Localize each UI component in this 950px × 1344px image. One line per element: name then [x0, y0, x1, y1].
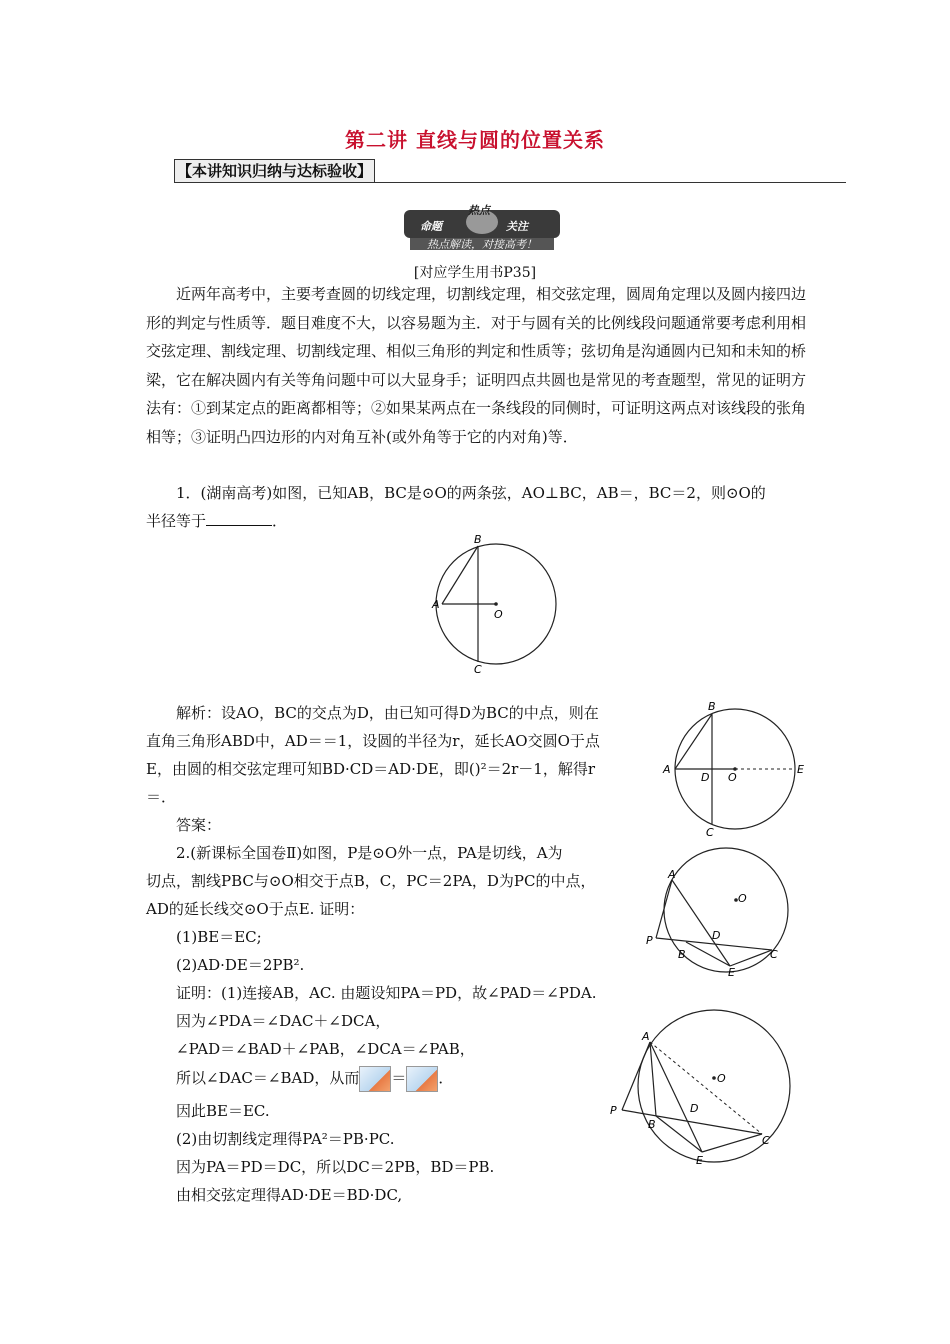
figure-sol1	[660, 698, 810, 838]
fig2-label-a: A	[663, 763, 671, 776]
q2-sub1: (1)BE＝EC;	[176, 928, 262, 946]
q1-line2	[146, 510, 287, 531]
banner-sub: 热点解读，对接高考！	[427, 238, 537, 251]
fig4-label-b: B	[648, 1118, 656, 1131]
proof-line4	[176, 1066, 453, 1092]
fig3-label-b: B	[678, 948, 686, 961]
fig4-label-e: E	[696, 1154, 703, 1167]
proof-line3: ∠PAD＝∠BAD＋∠PAB，∠DCA＝∠PAB，	[176, 1040, 475, 1058]
figure-q1	[420, 532, 570, 674]
banner-main-left: 命题	[420, 220, 442, 233]
sol1-line1: 解析：设AO，BC的交点为D，由已知可得D为BC的中点，则在	[176, 704, 599, 722]
header-rule	[174, 182, 846, 183]
proof-line2: 因为∠PDA＝∠DAC＋∠DCA，	[176, 1012, 391, 1030]
proof-line6: (2)由切割线定理得PA²＝PB·PC.	[176, 1130, 395, 1148]
answer-blank	[206, 511, 272, 526]
section-tag: 【本讲知识归纳与达标验收】	[174, 159, 375, 183]
fig3-label-o: O	[738, 892, 747, 905]
q2-line1: 2.(新课标全国卷Ⅱ)如图，P是⊙O外一点，PA是切线，A为	[176, 844, 563, 862]
sol1-line4: ＝．	[146, 788, 177, 806]
fig4-label-a: A	[642, 1030, 650, 1043]
sol1-line2: 直角三角形ABD中，AD＝＝1，设圆的半径为r，延长AO交圆O于点	[146, 732, 600, 750]
fig4-segment-ec	[702, 1134, 762, 1152]
proof-line4-end: ．	[438, 1069, 454, 1087]
fig3-label-d: D	[712, 929, 721, 942]
fig1-label-b: B	[474, 533, 482, 546]
proof-line7: 因为PA＝PD＝DC，所以DC＝2PB，BD＝PB.	[176, 1158, 495, 1176]
banner-main-right: 关注	[506, 220, 528, 233]
fig1-chord-ab	[442, 546, 478, 604]
intro-text: 近两年高考中，主要考查圆的切线定理，切割线定理，相交弦定理，圆周角定理以及圆内接四边形的判定与性质等．题目难度不大，以容易题为主．对于与圆有关的比例线段问题通常要考虑利用相交弦定理、割线定理、切割线定理、相似三角形的判定和性质等；弦切角是沟通圆内已知和未知的桥梁，它在解决圆内有关等角问题中可以大显身手；证明四点共圆也是常见的考查题型，常见的证明方法有：①到某定点的距离都相等；②如果某两点在一条线段的同侧时，可证明这两点对该线段的张角相等；③证明凸四边形的内对角互补(或外角等于它的内对角)等．	[146, 285, 807, 446]
fig1-label-o: O	[494, 608, 503, 621]
q1-line1: 1．(湖南高考)如图，已知AB，BC是⊙O的两条弦，AO⊥BC，AB＝，BC＝2，则⊙O的	[176, 484, 766, 502]
fig2-label-c: C	[706, 826, 714, 838]
fig3-tangent-pa	[656, 880, 672, 938]
fig2-chord-ab	[675, 714, 712, 769]
fig4-label-o: O	[717, 1072, 726, 1085]
sol1-line3: E，由圆的相交弦定理可知BD·CD＝AD·DE，即()²＝2r－1，解得r	[146, 760, 596, 778]
fig2-label-e: E	[797, 763, 804, 776]
fig2-label-b: B	[708, 700, 716, 713]
q2-line3: AD的延长线交⊙O于点E. 证明：	[146, 900, 365, 918]
fig4-label-p: P	[610, 1104, 617, 1117]
q1-line2-end: ．	[272, 512, 288, 530]
intro-paragraph	[146, 280, 806, 452]
proof-line8: 由相交弦定理得AD·DE＝BD·DC,	[176, 1186, 403, 1204]
figure-proof	[604, 1002, 804, 1172]
proof-line4-eq: ＝	[391, 1069, 407, 1087]
q1-line2-text: 半径等于	[146, 512, 207, 530]
fig4-line-ae	[650, 1042, 702, 1152]
q2-line2: 切点，割线PBC与⊙O相交于点B，C，PC＝2PA，D为PC的中点，	[146, 872, 596, 890]
proof-line1: 证明：(1)连接AB，AC. 由题设知PA＝PD，故∠PAD＝∠PDA.	[176, 984, 597, 1002]
fig1-center	[494, 602, 498, 606]
proof-line5: 因此BE＝EC.	[176, 1102, 270, 1120]
arc-image-2	[406, 1066, 438, 1092]
fig1-label-a: A	[432, 598, 440, 611]
proof-line4-text: 所以∠DAC＝∠BAD，从而	[176, 1069, 360, 1087]
reference-note: [对应学生用书P35]	[413, 265, 537, 281]
fig2-label-d: D	[701, 771, 710, 784]
fig4-center	[712, 1076, 716, 1080]
fig4-tangent-pa	[622, 1042, 650, 1110]
fig3-label-c: C	[770, 948, 778, 961]
figure-q2	[644, 842, 794, 982]
fig3-label-e: E	[728, 966, 735, 979]
fig4-dashed-ac	[650, 1042, 762, 1134]
page-title: 第二讲 直线与圆的位置关系	[345, 128, 605, 152]
fig4-label-c: C	[762, 1134, 770, 1147]
fig3-label-a: A	[668, 868, 676, 881]
hot-topic-banner	[402, 200, 562, 254]
fig4-label-d: D	[690, 1102, 699, 1115]
banner-main-mid: 热点	[468, 204, 490, 217]
fig1-label-c: C	[474, 663, 482, 674]
answer-label: 答案：	[176, 816, 222, 834]
arc-image-1	[359, 1066, 391, 1092]
q2-sub2: (2)AD·DE＝2PB².	[176, 956, 305, 974]
fig4-segment-be	[656, 1116, 702, 1152]
fig2-label-o: O	[728, 771, 737, 784]
fig3-label-p: P	[646, 934, 653, 947]
